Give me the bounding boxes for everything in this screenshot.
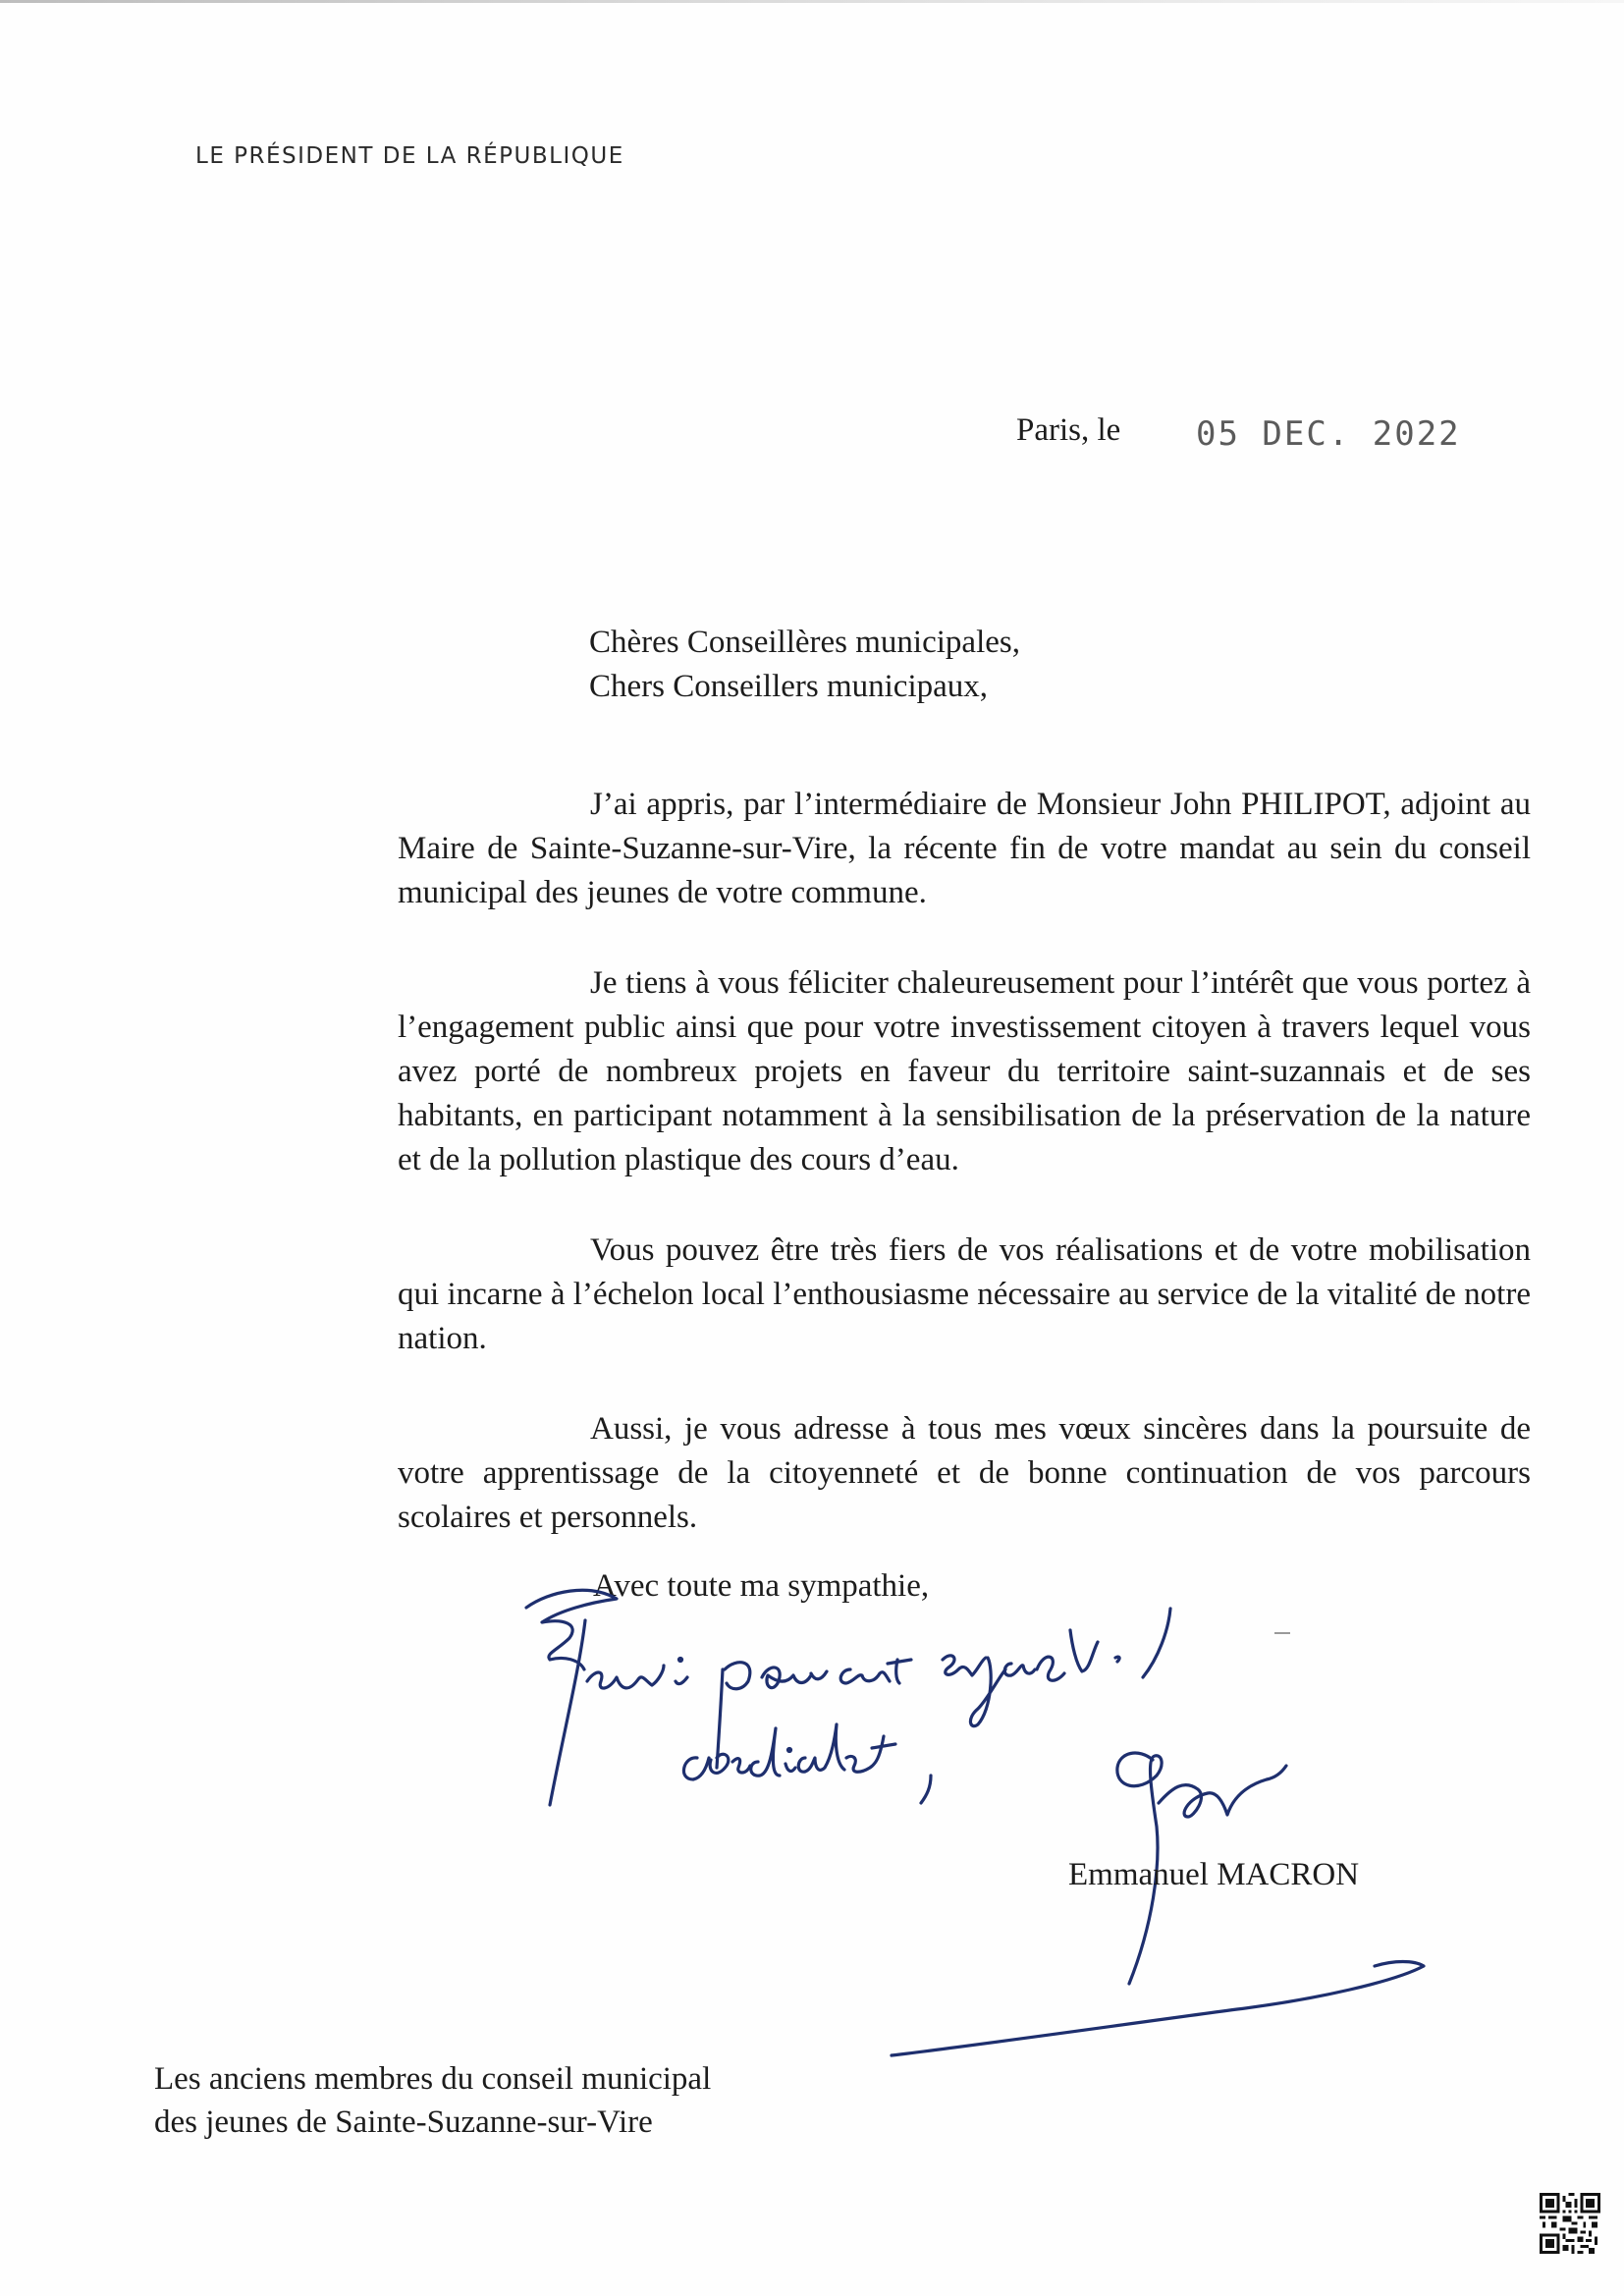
date-place: Paris, le <box>1016 412 1121 448</box>
paragraph-2: Je tiens à vous féliciter chaleureusement pour l’intérêt que vous portez à l’engagement public ainsi que pour votre investissement citoyen à travers lequel vous avez porté de nombreux projets en faveur du territoire saint-suzannais et de ses habitants, en participant notamment à la sensibilisation de la préservation de la nature et de la pollution plastique des cours d’eau. <box>398 965 1531 1177</box>
closing-line: Avec toute ma sympathie, <box>593 1568 930 1604</box>
letter-body <box>398 783 1531 1586</box>
salutation-line-2: Chers Conseillers municipaux, <box>589 669 989 704</box>
scan-mark <box>1274 1632 1290 1634</box>
date-stamp: 05 DEC. 2022 <box>1196 414 1461 454</box>
scan-edge <box>0 0 1624 3</box>
recipient-line-1: Les anciens membres du conseil municipal <box>154 2061 712 2097</box>
signer-name: Emmanuel MACRON <box>1068 1857 1360 1892</box>
paragraph-3: Vous pouvez être très fiers de vos réalisations et de votre mobilisation qui incarne à l’échelon local l’enthousiasme nécessaire au service de la vitalité de notre nation. <box>398 1232 1531 1356</box>
recipient-block <box>154 2057 711 2144</box>
paragraph-4: Aussi, je vous adresse à tous mes vœux sincères dans la poursuite de votre apprentissage de la citoyenneté et de bonne continuation de vos parcours scolaires et personnels. <box>398 1411 1531 1535</box>
qr-code-icon <box>1540 2193 1600 2254</box>
letterhead-title: LE PRÉSIDENT DE LA RÉPUBLIQUE <box>195 143 624 169</box>
recipient-line-2: des jeunes de Sainte-Suzanne-sur-Vire <box>154 2105 653 2140</box>
salutation-line-1: Chères Conseillères municipales, <box>589 625 1020 660</box>
paragraph-1: J’ai appris, par l’intermédiaire de Monsieur John PHILIPOT, adjoint au Maire de Sainte-Suzanne-sur-Vire, la récente fin de votre mandat au sein du conseil municipal des jeunes de votre commune. <box>398 787 1531 910</box>
salutation <box>589 621 1020 709</box>
